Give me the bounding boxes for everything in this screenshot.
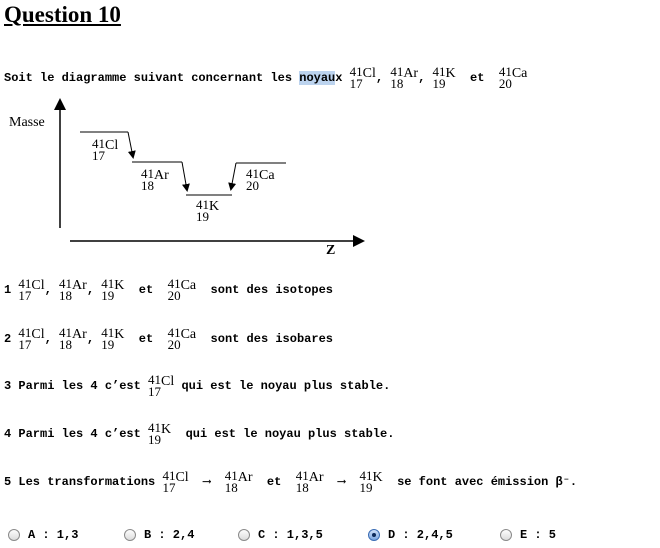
nuclide-part: 19 <box>359 480 373 495</box>
option-e[interactable]: E : 5 <box>500 528 556 542</box>
nuclide-part <box>499 66 512 90</box>
nuclide-part: 41 <box>295 468 309 483</box>
nuclide-part: 41 <box>498 64 512 79</box>
nuclide-part: Cl <box>31 278 45 293</box>
nuclide-part <box>246 168 259 192</box>
statement-part: Les transformations <box>18 475 156 490</box>
nuclide-part: 41 <box>167 276 181 291</box>
nuclide-part: 17 <box>349 76 363 91</box>
nuclide-part: 41 <box>148 372 162 387</box>
nuclide-part: 41 <box>432 64 446 79</box>
nuclide-ar <box>390 66 418 90</box>
radio-d[interactable] <box>368 529 380 541</box>
statement-part: 2 <box>4 332 12 347</box>
statement-part: et <box>138 332 154 347</box>
nuclide-part: 18 <box>295 480 309 495</box>
radio-b[interactable] <box>124 529 136 541</box>
statement-part: , <box>44 283 52 298</box>
nuclide-part: Ar <box>308 470 324 485</box>
nuclide-part <box>148 422 161 446</box>
nuclide-part: Ar <box>237 470 253 485</box>
nuclide-part: 41 <box>18 276 32 291</box>
nuclide-part: 41 <box>148 420 162 435</box>
statement-4-text: qui est le noyau plus stable. <box>185 427 395 442</box>
arrow-cl-ar <box>128 132 133 157</box>
nuclide-part: Ca <box>511 66 528 81</box>
nuclide-part: Ca <box>180 278 197 293</box>
intro-prefix: Soit le diagramme suivant concernant les <box>4 71 300 86</box>
nuclide-notation <box>225 470 253 494</box>
nuclide-part: K <box>114 327 125 342</box>
nuclide-part: 41 <box>167 325 181 340</box>
nuclide-notation <box>18 278 44 302</box>
statement-3 <box>4 374 390 398</box>
nuclide-part: Cl <box>175 470 189 485</box>
nuclide-part: 41 <box>224 468 238 483</box>
answer-options <box>0 528 660 548</box>
radio-a[interactable] <box>8 529 20 541</box>
statement-part: Parmi les 4 c’est <box>18 379 141 394</box>
nuclide-part: 17 <box>92 148 105 163</box>
arrow-ar-k <box>182 162 187 190</box>
nuclide-part <box>18 278 31 302</box>
nuclide-part: 18 <box>390 76 404 91</box>
option-a[interactable]: A : 1,3 <box>8 528 78 542</box>
nuclide-notation <box>296 470 324 494</box>
statement-part: , <box>86 332 95 347</box>
nuclide-part: 41 <box>349 64 363 79</box>
statement-part: 1 <box>4 283 12 298</box>
nuclide-part <box>148 374 161 398</box>
nuclide-part: 17 <box>148 384 162 399</box>
nuclide-part: K <box>161 422 172 437</box>
x-axis-label: Z <box>326 243 336 258</box>
nuclide-part <box>141 168 154 192</box>
nuclide-part: 41 <box>101 325 115 340</box>
nuclide-part: 17 <box>162 480 176 495</box>
nuclide-part: Ca <box>259 168 275 183</box>
nuclide-ca <box>499 66 528 90</box>
nuclide-part: Cl <box>362 66 376 81</box>
statement-4 <box>4 422 394 446</box>
statement-part: 4 <box>4 427 12 442</box>
radio-c[interactable] <box>238 529 250 541</box>
intro-sentence <box>4 66 527 90</box>
nuclide-part: 18 <box>141 178 154 193</box>
option-d[interactable]: D : 2,4,5 <box>368 528 453 542</box>
statement-part: , <box>44 332 52 347</box>
nuclide-notation <box>360 470 383 494</box>
nuclide-part: K <box>209 199 220 214</box>
nuclide-part: 20 <box>167 288 181 303</box>
statement-part: et <box>266 475 282 490</box>
question-title: Question 10 <box>4 2 121 27</box>
nuclide-part: Cl <box>105 138 119 153</box>
nuclide-part <box>101 327 114 351</box>
nuclide-part: 41 <box>59 276 73 291</box>
nuclide-part: 20 <box>167 337 181 352</box>
statement-part: ⟶ <box>203 475 211 490</box>
nuclide-part: 17 <box>18 337 32 352</box>
nuclide-part: Ar <box>72 327 87 342</box>
nuclide-part <box>59 327 72 351</box>
nuclide-part: 19 <box>432 76 446 91</box>
mass-diagram <box>0 95 380 265</box>
statement-5-text: se font avec émission β⁻. <box>397 475 578 490</box>
option-b[interactable]: B : 2,4 <box>124 528 194 542</box>
nuclide-part <box>101 278 114 302</box>
nuclide-part: 41 <box>18 325 32 340</box>
statement-part: Parmi les 4 c’est <box>18 427 141 442</box>
nuclide-part: Ar <box>72 278 87 293</box>
nuclide-part <box>168 278 181 302</box>
diagram-label-ca <box>246 168 275 192</box>
nuclide-part: 18 <box>224 480 238 495</box>
nuclide-part: Ar <box>154 168 169 183</box>
nuclide-part <box>92 138 105 162</box>
diagram-label-ar <box>141 168 169 192</box>
nuclide-part: 19 <box>101 288 115 303</box>
nuclide-part <box>18 327 31 351</box>
statement-part: ⟶ <box>337 475 346 490</box>
nuclide-notation <box>18 327 44 351</box>
statement-1 <box>4 278 333 302</box>
statement-part: 5 <box>4 475 12 490</box>
nuclide-part: 41 <box>162 468 176 483</box>
statement-part: , <box>375 71 384 86</box>
nuclide-notation <box>59 327 87 351</box>
nuclide-part: 41 <box>196 197 209 212</box>
nuclide-cl <box>350 66 376 90</box>
nuclide-notation <box>101 327 124 351</box>
nuclide-part: 17 <box>18 288 32 303</box>
nuclide-part <box>350 66 363 90</box>
nuclide-part <box>360 470 373 494</box>
nuclide-part <box>162 470 175 494</box>
nuclide-part: Ar <box>403 66 419 81</box>
nuclide-notation <box>148 422 171 446</box>
nuclide-part: 41 <box>101 276 115 291</box>
statement-part: 3 <box>4 379 12 394</box>
intro-suffix: x <box>335 71 343 86</box>
nuclide-part <box>168 327 181 351</box>
nuclide-notation <box>101 278 124 302</box>
y-axis-label: Masse <box>9 115 45 130</box>
statement-3-text: qui est le noyau plus stable. <box>181 379 391 394</box>
nuclide-part: 18 <box>59 337 73 352</box>
nuclide-part <box>225 470 238 494</box>
nuclide-part: Ca <box>180 327 197 342</box>
nuclide-part: 41 <box>141 166 154 181</box>
nuclide-part: 19 <box>101 337 115 352</box>
nuclide-k <box>433 66 456 90</box>
nuclide-part: K <box>445 66 456 81</box>
nuclide-part: 19 <box>196 209 209 224</box>
nuclide-notation <box>168 327 197 351</box>
nuclide-part: 41 <box>390 64 404 79</box>
nuclide-notation <box>148 374 174 398</box>
nuclide-part: 41 <box>359 468 373 483</box>
nuclide-part <box>196 199 209 223</box>
option-c[interactable]: C : 1,3,5 <box>238 528 323 542</box>
nuclide-part: 41 <box>246 166 259 181</box>
nuclide-part: K <box>372 470 383 485</box>
nuclide-part <box>390 66 403 90</box>
statement-part: , <box>86 283 95 298</box>
statement-2 <box>4 327 333 351</box>
nuclide-part: 20 <box>498 76 512 91</box>
nuclide-part: Cl <box>161 374 175 389</box>
nuclide-part: K <box>114 278 125 293</box>
diagram-label-cl <box>92 138 118 162</box>
statement-part: , <box>418 71 426 86</box>
diagram-label-k <box>196 199 219 223</box>
statement-5 <box>4 470 577 494</box>
statement-part: et <box>138 283 154 298</box>
diagram-svg <box>0 95 380 265</box>
nuclide-part: 18 <box>59 288 73 303</box>
nuclide-part <box>296 470 309 494</box>
arrow-ca-k <box>231 163 236 189</box>
nuclide-notation <box>59 278 87 302</box>
nuclide-part: 19 <box>148 432 162 447</box>
radio-e[interactable] <box>500 529 512 541</box>
nuclide-notation <box>162 470 188 494</box>
statement-part: et <box>470 71 485 86</box>
statement-1-text: sont des isotopes <box>210 283 333 298</box>
nuclide-part <box>433 66 446 90</box>
highlighted-word: noyau <box>299 71 336 86</box>
nuclide-part: 20 <box>246 178 259 193</box>
nuclide-part: Cl <box>31 327 45 342</box>
nuclide-notation <box>168 278 197 302</box>
nuclide-part: 41 <box>92 136 105 151</box>
nuclide-part: 41 <box>59 325 73 340</box>
nuclide-part <box>59 278 72 302</box>
statement-2-text: sont des isobares <box>210 332 333 347</box>
